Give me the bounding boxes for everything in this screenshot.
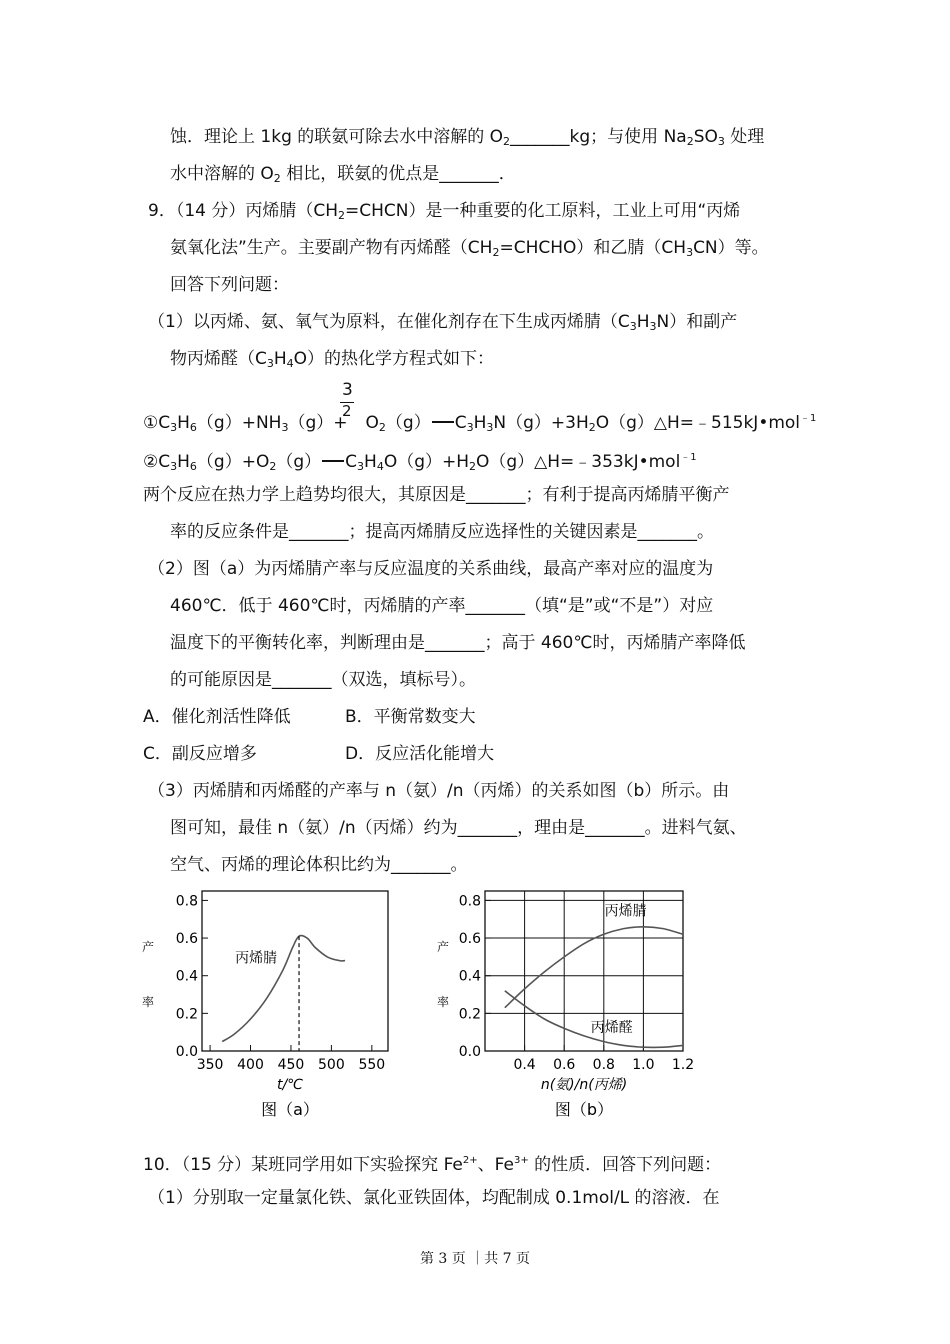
- plot-frame: [485, 891, 683, 1051]
- x-tick-label: 0.4: [513, 1057, 536, 1073]
- y-axis-label: 率: [141, 995, 155, 1009]
- page-footer: 第 3 页 ｜共 7 页: [419, 1251, 531, 1267]
- y-tick-label: 0.4: [175, 968, 198, 985]
- series-label: 丙烯醛: [590, 1020, 633, 1037]
- figure-caption: 图（a）: [261, 1100, 319, 1119]
- text-line: 的可能原因是_______（双选，填标号）。: [170, 670, 476, 690]
- text-line: 温度下的平衡转化率，判断理由是_______；高于 460℃时，丙烯腈产率降低: [170, 633, 746, 653]
- y-axis-label: 率: [436, 995, 450, 1009]
- question-10-title: 10．（15 分）某班同学用如下实验探究 $Fe^{2+}$、$Fe^{3+}$ 的性质．回答下列问题：: [143, 1155, 722, 1175]
- equation-1: $①C_3H_6(g)+NH_3(g)+ O_2(g)$ $C_3H_3N(g)+3H_2O(g)\triangle H=﹣515kJ•mol^{﹣1}$: [143, 413, 817, 434]
- y-tick-label: 0.8: [458, 893, 481, 910]
- y-tick-label: 0.6: [175, 931, 198, 948]
- text-line: 两个反应在热力学上趋势均很大，其原因是_______；有利于提高丙烯腈平衡产: [143, 485, 730, 505]
- part-3-text: （3）丙烯腈和丙烯醛的产率与 n（氨）/n（丙烯）的关系如图（b）所示。由: [148, 781, 730, 801]
- text-line: （1）分别取一定量氯化铁、氯化亚铁固体，均配制成 0.1mol/L 的溶液．在: [148, 1188, 720, 1208]
- x-tick-label: 1.0: [632, 1057, 655, 1073]
- option-b: B．平衡常数变大: [345, 707, 476, 727]
- x-axis-label: t/℃: [277, 1077, 303, 1093]
- figure-caption: 图（b）: [554, 1100, 614, 1119]
- text-line: 水中溶解的 $O_2$ 相比，联氨的优点是_______．: [170, 164, 516, 185]
- x-tick-label: 550: [358, 1057, 386, 1073]
- y-tick-label: 0.4: [458, 968, 481, 985]
- text-line: 蚀．理论上 1kg 的联氨可除去水中溶解的 $O_2\_\_\_\_\_\_\_kg$；与使用 $Na_2SO_3$ 处理: [170, 127, 765, 148]
- equation-2: $②C_3H_6(g)+O_2(g)$ $C_3H_4O(g)+H_2O(g)\triangle H=﹣353kJ•mol^{﹣1}$: [143, 452, 697, 473]
- option-d: D．反应活化能增大: [345, 744, 495, 764]
- series-label: 丙烯腈: [604, 903, 647, 920]
- y-tick-label: 0.8: [175, 893, 198, 910]
- x-tick-label: 1.2: [671, 1057, 695, 1073]
- fraction-denominator: 2: [342, 402, 352, 420]
- text-line: 氨氧化法”生产。主要副产物有丙烯醛$(CH_2=CHCHO)$和乙腈$(CH_3CN)$等。: [170, 238, 769, 259]
- series-label: 丙烯腈: [235, 950, 278, 967]
- chart-a: [140, 885, 400, 1130]
- y-tick-label: 0.2: [175, 1006, 198, 1023]
- text-line: 图可知，最佳 n（氨）/n（丙烯）约为_______，理由是_______。进料气氨、: [170, 818, 747, 838]
- y-tick-label: 0.0: [175, 1044, 198, 1060]
- plot-frame: [202, 891, 388, 1051]
- x-tick-label: 350: [196, 1057, 224, 1073]
- reaction-arrow: [432, 421, 454, 423]
- text-line: 率的反应条件是_______；提高丙烯腈反应选择性的关键因素是_______。: [170, 522, 714, 542]
- fraction-numerator: 3: [342, 380, 353, 400]
- x-tick-label: 0.6: [553, 1057, 576, 1073]
- x-tick-label: 0.8: [592, 1057, 615, 1073]
- y-axis-label: 产: [436, 940, 450, 954]
- reaction-arrow: [322, 460, 344, 462]
- part-1-text: （1）以丙烯、氨、氧气为原料，在催化剂存在下生成丙烯腈$(C_3H_3N)$和副产: [148, 312, 738, 333]
- x-tick-label: 450: [277, 1057, 305, 1073]
- question-9-title: 9．（14 分）丙烯腈$(CH_2=CHCN)$是一种重要的化工原料，工业上可用“丙烯: [148, 201, 741, 222]
- series-line-丙烯腈: [505, 927, 683, 1008]
- series-line-丙烯醛: [505, 991, 683, 1048]
- text-line: 回答下列问题：: [170, 275, 289, 295]
- chart-b: [425, 885, 705, 1130]
- y-tick-label: 0.6: [458, 931, 481, 948]
- y-tick-label: 0.2: [458, 1006, 481, 1023]
- x-axis-label: n(氨)/n(丙烯): [540, 1077, 628, 1093]
- text-line: 460℃．低于 460℃时，丙烯腈的产率_______（填“是”或“不是”）对应: [170, 596, 714, 616]
- text-line: 物丙烯醛$(C_3H_4O)$的热化学方程式如下：: [170, 349, 495, 370]
- x-tick-label: 400: [237, 1057, 264, 1073]
- option-c: C．副反应增多: [143, 744, 257, 764]
- text-line: 空气、丙烯的理论体积比约为_______。: [170, 855, 468, 875]
- y-axis-label: 产: [141, 940, 155, 954]
- option-a: A．催化剂活性降低: [143, 707, 291, 727]
- x-tick-label: 500: [318, 1057, 345, 1073]
- y-tick-label: 0.0: [458, 1044, 481, 1060]
- part-2-text: （2）图（a）为丙烯腈产率与反应温度的关系曲线，最高产率对应的温度为: [148, 559, 714, 579]
